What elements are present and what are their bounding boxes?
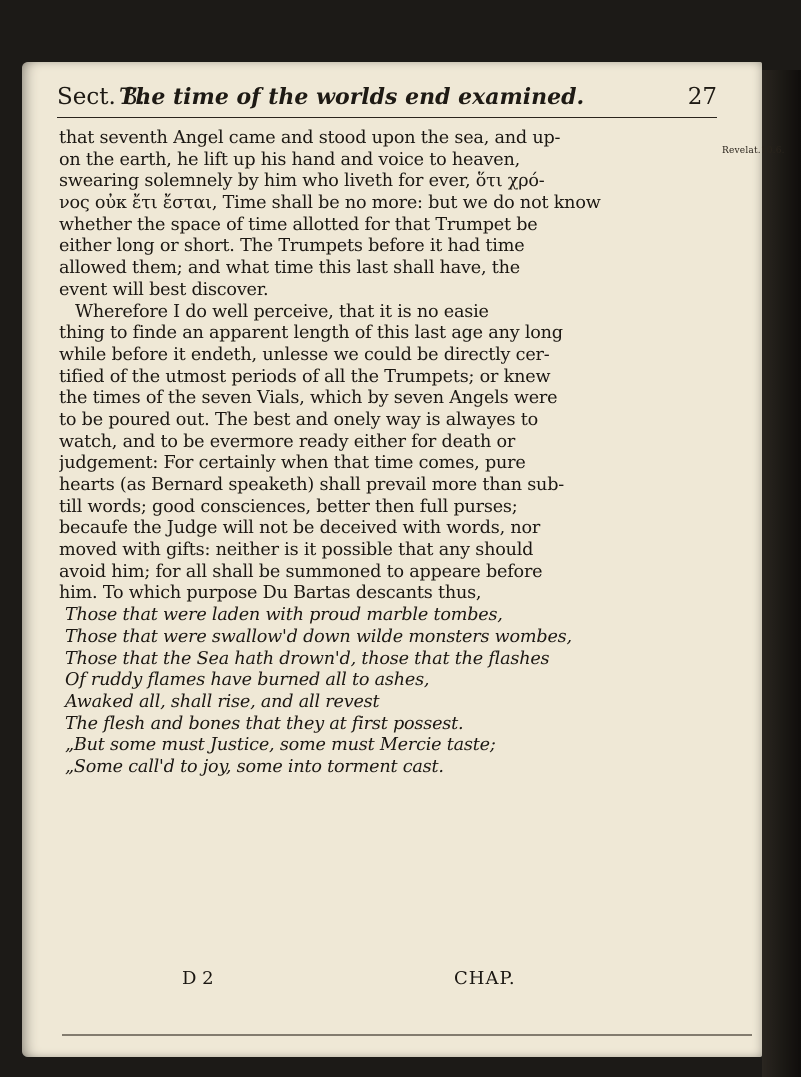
book-page: [22, 62, 785, 1057]
text-line: that seventh Angel came and stood upon the sea, and up-: [59, 128, 561, 148]
verse-line: Those that the Sea hath drown'd, those that the flashes: [65, 648, 550, 669]
section-label: Sect. 3.: [57, 84, 146, 110]
verse-line: „Some call'd to joy, some into torment cast.: [65, 756, 444, 777]
text-line: tified of the utmost periods of all the Trumpets; or knew: [59, 366, 551, 387]
verse-line: Those that were swallow'd down wilde monsters wombes,: [65, 626, 572, 647]
text-line: either long or short. The Trumpets before it had time: [59, 236, 525, 257]
verse-line: Those that were laden with proud marble tombes,: [65, 605, 503, 626]
text-line: him. To which purpose Du Bartas descants thus,: [59, 583, 482, 604]
text-line: judgement: For certainly when that time comes, pure: [59, 453, 526, 474]
text-line: allowed them; and what time this last shall have, the: [59, 258, 521, 279]
page-bottom-edge: [62, 1034, 752, 1036]
verse-line: Awaked all, shall rise, and all revest: [65, 691, 380, 712]
text-line: moved with gifts: neither is it possible that any should: [59, 540, 534, 561]
verse-line: Of ruddy flames have burned all to ashes,: [65, 670, 430, 691]
text-line: avoid him; for all shall be summoned to appeare before: [59, 561, 543, 582]
text-line: whether the space of time allotted for that Trumpet be: [59, 214, 538, 235]
text-line: thing to finde an apparent length of this last age any long: [59, 323, 563, 344]
text-line: becaufe the Judge will not be deceived with words, nor: [59, 518, 541, 539]
verse-line: „But some must Justice, some must Mercie taste;: [65, 735, 496, 756]
text-line: to be poured out. The best and onely way is alwayes to: [59, 409, 538, 430]
page-number: 27: [687, 84, 717, 110]
body-text: [59, 128, 707, 779]
text-line: event will best discover.: [59, 279, 269, 300]
text-line: while before it endeth, unlesse we could be directly cer-: [59, 344, 550, 365]
running-header: [57, 84, 717, 124]
text-line: the times of the seven Vials, which by seven Angels were: [59, 388, 558, 409]
text-line: hearts (as Bernard speaketh) shall prevail more than sub-: [59, 475, 564, 495]
signature-mark: D 2: [182, 968, 214, 989]
margin-note: Revelat.10.6.: [722, 146, 785, 156]
text-line: till words; good consciences, better then full purses;: [59, 496, 518, 517]
header-rule: [57, 117, 717, 118]
running-title: The time of the worlds end examined.: [119, 84, 585, 110]
text-line: on the earth, he lift up his hand and voice to heaven,: [59, 149, 521, 170]
text-line: watch, and to be evermore ready either for death or: [59, 431, 516, 452]
verse-line: The flesh and bones that they at first possest.: [65, 713, 464, 734]
text-line: Wherefore I do well perceive, that it is no easie: [75, 301, 489, 322]
text-line: νος οὐκ ἔτι ἔσται, Time shall be no more: but we do not know: [59, 193, 601, 214]
book-right-edge: [762, 70, 801, 1077]
catchword: CHAP.: [454, 968, 516, 989]
text-line: swearing solemnely by him who liveth for ever, ὅτι χρό-: [59, 171, 545, 192]
